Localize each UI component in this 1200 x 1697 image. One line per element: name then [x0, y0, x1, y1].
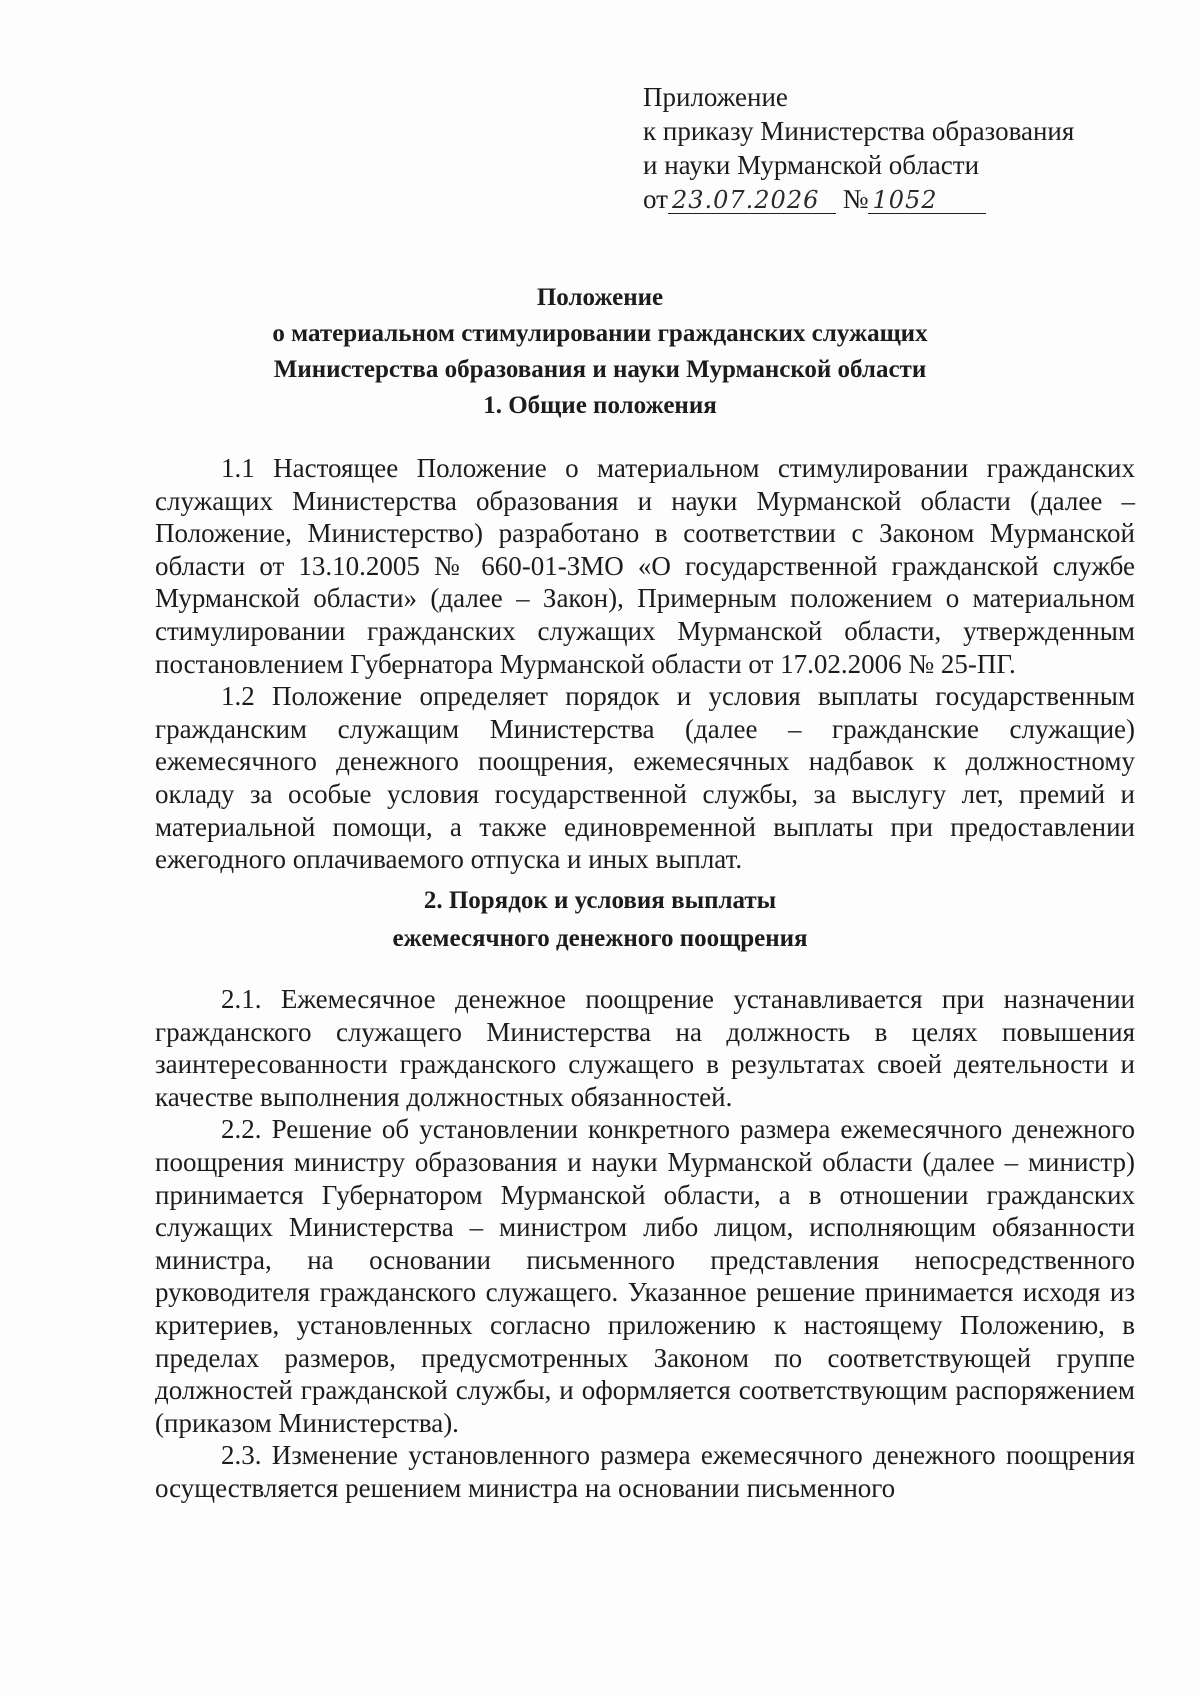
paragraph-1-2: 1.2 Положение определяет порядок и условия выплаты государственным гражданским служащим Министерства (далее – гражданские служащие) ежемесячного денежного поощрения, ежемесячных надбавок к должностному окладу за особые условия государственной службы, за выслугу лет, премий и материальной помощи, а также единовременной выплаты при предоставлении ежегодного оплачиваемого отпуска и иных выплат. [155, 681, 1135, 875]
paragraph-1-1: 1.1 Настоящее Положение о материальном стимулировании гражданских служащих Министерства образования и науки Мурманской области (далее – Положение, Министерство) разработано в соответствии с Законом Мурманской области от 13.10.2005 № 660-01-ЗМО «О государственной гражданской службе Мурманской области» (далее – Закон), Примерным положением о материальном стимулировании гражданских служащих Мурманской области, утвержденным постановлением Губернатора Мурманской области от 17.02.2006 № 25-ПГ. [155, 453, 1135, 679]
section-2-body [155, 983, 1135, 1505]
section-1-body [155, 452, 1135, 876]
handwritten-number: 1052 [868, 187, 986, 214]
paragraph-2-1: 2.1. Ежемесячное денежное поощрение устанавливается при назначении гражданского служащего Министерства на должность в целях повышения заинтересованности гражданского служащего в результатах своей деятельности и качестве выполнения должностных обязанностей. [155, 984, 1135, 1112]
title-line-3: Министерства образования и науки Мурманской области [273, 356, 927, 383]
date-prefix: от [643, 184, 668, 214]
section-1-heading-text: 1. Общие положения [483, 392, 717, 419]
handwritten-date: 23.07.2026 [668, 187, 836, 214]
number-prefix: № [842, 184, 869, 214]
section-2-heading-line-1: 2. Порядок и условия выплаты [423, 887, 777, 914]
approval-line-2: к приказу Министерства образования [643, 116, 1075, 146]
title-line-2: о материальном стимулировании гражданских служащих [272, 320, 928, 347]
approval-line-3: и науки Мурманской области [643, 150, 980, 180]
section-1-heading [0, 387, 1200, 425]
section-2-heading-line-2: ежемесячного денежного поощрения [392, 925, 808, 952]
paragraph-2-3: 2.3. Изменение установленного размера ежемесячного денежного поощрения осуществляется решением министра на основании письменного [155, 1440, 1135, 1503]
document-title [0, 280, 1200, 388]
approval-line-1: Приложение [643, 82, 788, 112]
section-2-heading [0, 882, 1200, 958]
title-line-1: Положение [536, 284, 664, 311]
approval-stamp-block [643, 80, 1123, 216]
paragraph-2-2: 2.2. Решение об установлении конкретного размера ежемесячного денежного поощрения министру образования и науки Мурманской области (далее – министр) принимается Губернатором Мурманской области, а в отношении гражданских служащих Министерства – министром либо лицом, исполняющим обязанности министра, на основании письменного представления непосредственного руководителя гражданского служащего. Указанное решение принимается исходя из критериев, установленных согласно приложению к настоящему Положению, в пределах размеров, предусмотренных Законом по соответствующей группе должностей гражданской службы, и оформляется соответствующим распоряжением (приказом Министерства). [155, 1114, 1135, 1438]
approval-date-number-line [643, 182, 1123, 216]
